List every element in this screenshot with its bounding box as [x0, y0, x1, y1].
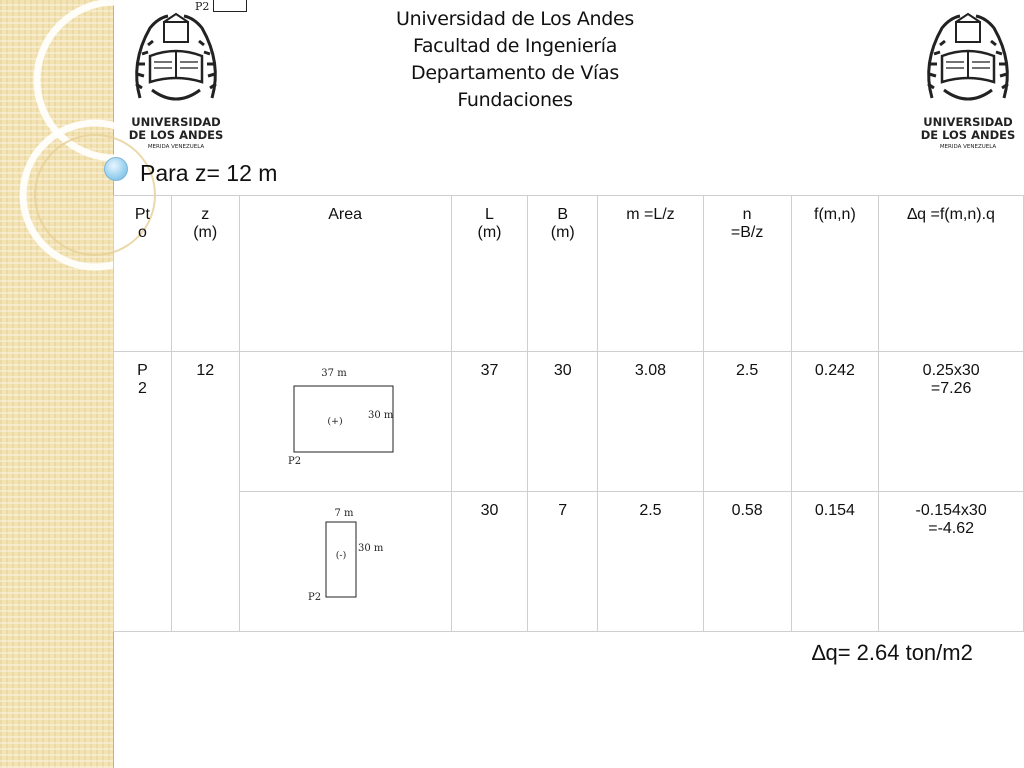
cell-l: 30 [451, 492, 528, 632]
university-logo-left [128, 8, 224, 150]
cell-n: 2.5 [703, 352, 791, 492]
sketch-corner-label: P2 [307, 592, 321, 603]
sketch-corner-label: P2 [287, 456, 301, 467]
area-sketch-rectangle-positive [244, 362, 447, 486]
section-title: Para z= 12 m [140, 160, 278, 186]
cell-m: 2.5 [598, 492, 704, 632]
cell-dq: -0.154x30 =-4.62 [879, 492, 1024, 632]
cell-area [239, 492, 451, 632]
logo-text-line2: DE LOS ANDES [920, 128, 1016, 142]
col-header-l: L (m) [451, 196, 528, 352]
cell-f: 0.242 [791, 352, 879, 492]
cell-z: 12 [171, 352, 239, 632]
document-header [320, 6, 710, 114]
header-department: Departamento de Vías [411, 62, 619, 84]
col-header-n: n =B/z [703, 196, 791, 352]
logo-text-line3: MERIDA VENEZUELA [939, 144, 997, 150]
col-header-z: z (m) [171, 196, 239, 352]
logo-text-line2: DE LOS ANDES [128, 128, 224, 142]
cell-pto: P 2 [114, 352, 172, 632]
sketch-sign: (-) [335, 550, 346, 561]
university-logo-right [920, 8, 1016, 150]
col-header-area: Area [239, 196, 451, 352]
sketch-side-dim: 30 m [367, 410, 393, 421]
bullet-icon [104, 157, 128, 181]
table-header-row [114, 196, 1024, 352]
col-header-dq: ∆q =f(m,n).q [879, 196, 1024, 352]
logo-text-line1: UNIVERSIDAD [131, 115, 221, 129]
table-row [114, 492, 1024, 632]
cell-b: 7 [528, 492, 598, 632]
area-sketch-rectangle-negative [244, 502, 447, 626]
table-row [114, 352, 1024, 492]
cell-f: 0.154 [791, 492, 879, 632]
calculation-table [113, 195, 1024, 632]
logo-text-line1: UNIVERSIDAD [923, 115, 1013, 129]
cell-dq: 0.25x30 =7.26 [879, 352, 1024, 492]
total-result: ∆q= 2.64 ton/m2 [812, 640, 973, 665]
sketch-side-dim: 30 m [357, 543, 383, 554]
col-header-f: f(m,n) [791, 196, 879, 352]
col-header-b: B (m) [528, 196, 598, 352]
header-course: Fundaciones [457, 89, 573, 111]
sketch-top-dim: 37 m [320, 368, 347, 379]
cell-l: 37 [451, 352, 528, 492]
col-header-pto: Pt o [114, 196, 172, 352]
sketch-top-dim: 7 m [334, 508, 354, 519]
cell-area [239, 352, 451, 492]
cell-n: 0.58 [703, 492, 791, 632]
logo-text-line3: MERIDA VENEZUELA [147, 144, 205, 150]
header-university: Universidad de Los Andes [395, 8, 635, 30]
corner-label: P2 [195, 0, 210, 13]
cell-m: 3.08 [598, 352, 704, 492]
header-faculty: Facultad de Ingeniería [412, 35, 618, 57]
sketch-sign: (+) [326, 416, 343, 427]
cell-b: 30 [528, 352, 598, 492]
col-header-m: m =L/z [598, 196, 704, 352]
